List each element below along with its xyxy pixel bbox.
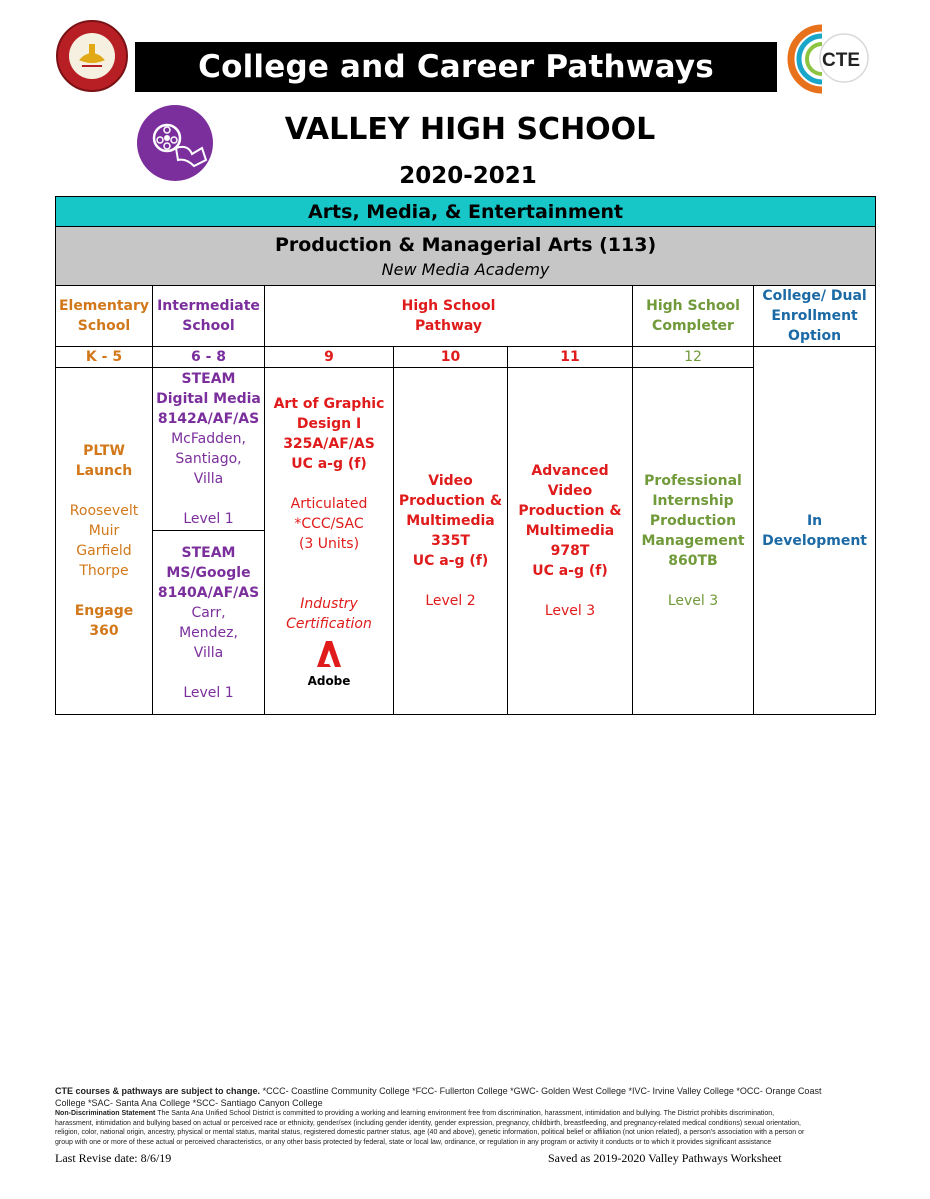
pathway-table bbox=[55, 196, 876, 715]
header-completer: High School Completer bbox=[633, 286, 754, 347]
last-revise-date: Last Revise date: 8/6/19 bbox=[55, 1151, 172, 1165]
grade11-course-cell: Advanced Video Production & Multimedia 978T UC a-g (f) Level 3 bbox=[508, 368, 633, 715]
nondiscrimination-line2: harassment, intimidation and bullying based on actual or perceived race or ethnicity, gender/sex (including gender identity, gender expression, pregnancy, childbirth, breastfeeding, and pregnancy-related medical conditions) sexual orientation, bbox=[55, 1119, 801, 1127]
nondiscrimination-line4: group with one or more of these actual or perceived characteristics, or any other basis protected by federal, state or local law, ordinance, or regulation in any program or activity it conducts or to which it provides significant assistance bbox=[55, 1138, 772, 1146]
adobe-icon bbox=[316, 640, 342, 668]
adobe-label: Adobe bbox=[307, 674, 351, 688]
grade-11: 11 bbox=[508, 347, 633, 368]
nondiscrimination-title: Non-Discrimination Statement bbox=[55, 1110, 156, 1117]
grade-intermediate: 6 - 8 bbox=[153, 347, 265, 368]
grade10-course-cell: Video Production & Multimedia 335T UC a-g (f) Level 2 bbox=[394, 368, 508, 715]
page-title-banner bbox=[135, 42, 777, 92]
footer-colleges-line1 bbox=[55, 1085, 875, 1097]
header-elementary: Elementary School bbox=[56, 286, 153, 347]
footer-notes bbox=[55, 1085, 875, 1147]
grade-9: 9 bbox=[265, 347, 394, 368]
nondiscrimination-line1: Non-Discrimination Statement The Santa Ana Unified School District is committed to providing a working and learning environment free from discrimination, harassment, intimidation and bullying. The District prohibits discrimination, bbox=[55, 1110, 775, 1117]
grade12-course-cell: Professional Internship Production Management 860TB Level 3 bbox=[633, 368, 754, 715]
academy-name: New Media Academy bbox=[381, 260, 550, 279]
page-title: College and Career Pathways bbox=[198, 49, 714, 85]
film-reel-icon bbox=[136, 104, 214, 182]
footer-colleges-line2: College *SAC- Santa Ana College *SCC- Santiago Canyon College bbox=[55, 1098, 323, 1108]
adobe-logo bbox=[267, 640, 391, 688]
header-college: College/ Dual Enrollment Option bbox=[754, 286, 876, 347]
district-seal-logo bbox=[52, 20, 132, 92]
elementary-cell: PLTW Launch Roosevelt Muir Garfield Thorpe Engage 360 bbox=[56, 368, 153, 715]
industry-sector-header: Arts, Media, & Entertainment bbox=[56, 197, 876, 227]
svg-text:CTE: CTE bbox=[822, 50, 860, 71]
school-name: VALLEY HIGH SCHOOL bbox=[284, 112, 656, 147]
saved-as-note: Saved as 2019-2020 Valley Pathways Worksheet bbox=[548, 1151, 782, 1165]
school-year: 2020-2021 bbox=[399, 163, 537, 189]
grade9-course-cell: Art of Graphic Design I 325A/AF/AS UC a-g (f) Articulated *CCC/SAC (3 Units) Industry Certification Adobe bbox=[265, 368, 394, 715]
header-intermediate: Intermediate School bbox=[153, 286, 265, 347]
college-option-cell: In Development bbox=[754, 347, 876, 715]
pathway-header bbox=[56, 227, 876, 286]
grade-12: 12 bbox=[633, 347, 754, 368]
grade-elementary: K - 5 bbox=[56, 347, 153, 368]
cte-logo bbox=[778, 22, 870, 96]
intermediate-digital-media-cell: STEAM Digital Media 8142A/AF/AS McFadden, Santiago, Villa Level 1 bbox=[153, 368, 265, 531]
footer-colleges-text: *CCC- Coastline Community College *FCC- Fullerton College *GWC- Golden West College *IVC- Irvine Valley College *OCC- Orange Coast bbox=[262, 1086, 822, 1096]
pathway-name: Production & Managerial Arts (113) bbox=[274, 234, 657, 256]
nondiscrimination-line3: religion, color, national origin, ancestry, physical or mental status, marital status, registered domestic partner status, age (40 and above), genetic information, political belief or affiliation (not union related), a person's association with a person or bbox=[55, 1129, 805, 1137]
intermediate-google-cell: STEAM MS/Google 8140A/AF/AS Carr, Mendez, Villa Level 1 bbox=[153, 531, 265, 715]
footer-change-note: CTE courses & pathways are subject to change. bbox=[55, 1086, 261, 1096]
header-high-school: High School Pathway bbox=[265, 286, 633, 347]
grade-10: 10 bbox=[394, 347, 508, 368]
